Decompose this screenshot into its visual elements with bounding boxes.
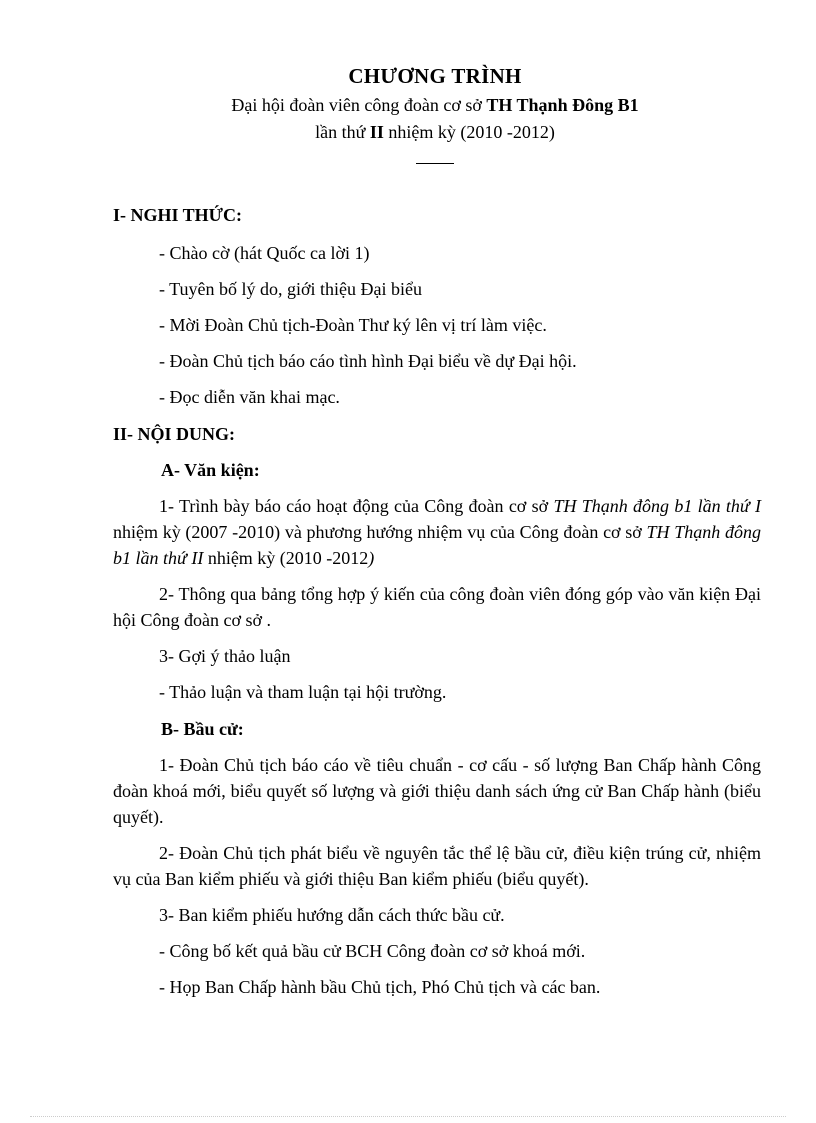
paragraph-ballot: 3- Ban kiểm phiếu hướng dẫn cách thức bầu cử. bbox=[159, 905, 505, 925]
list-item: - Đọc diễn văn khai mạc. bbox=[159, 387, 340, 407]
term-years: nhiệm kỳ (2010 -2012) bbox=[383, 122, 555, 142]
italic-text: TH Thạnh đông b1 lần thứ I bbox=[553, 496, 761, 516]
subsection-heading-documents: A- Văn kiện: bbox=[161, 460, 260, 480]
subtitle-text: Đại hội đoàn viên công đoàn cơ sở bbox=[231, 95, 487, 115]
paragraph-discussion: 3- Gợi ý thảo luận bbox=[159, 646, 291, 666]
list-item: - Mời Đoàn Chủ tịch-Đoàn Thư ký lên vị trí làm việc. bbox=[159, 315, 547, 335]
term-prefix: lần thứ bbox=[315, 122, 370, 142]
paragraph-text: nhiệm kỳ (2010 -2012 bbox=[203, 548, 369, 568]
document-term bbox=[0, 122, 816, 143]
document-subtitle bbox=[0, 95, 816, 116]
italic-text: TH Thạnh đông b1 lần thứ II bbox=[113, 522, 761, 568]
list-item: - Thảo luận và tham luận tại hội trường. bbox=[159, 682, 447, 702]
paragraph-text: 1- Trình bày báo cáo hoạt động của Công đoàn cơ sở bbox=[159, 496, 554, 516]
section-heading-protocol: I- NGHI THỨC: bbox=[113, 205, 243, 225]
italic-text: ) bbox=[368, 548, 375, 568]
paragraph-text: nhiệm kỳ (2007 -2010) và phương hướng nhiệm vụ của Công đoàn cơ sở bbox=[113, 522, 647, 542]
subsection-heading-election: B- Bầu cử: bbox=[161, 719, 244, 739]
list-item: - Công bố kết quả bầu cử BCH Công đoàn cơ sở khoá mới. bbox=[159, 941, 586, 961]
paragraph-rules: 2- Đoàn Chủ tịch phát biểu về nguyên tắc thể lệ bầu cử, điều kiện trúng cử, nhiệm vụ của Ban kiểm phiếu và giới thiệu Ban kiểm phiếu (biểu quyết). bbox=[113, 843, 761, 889]
paragraph-approval: 2- Thông qua bảng tổng hợp ý kiến của công đoàn viên đóng góp vào văn kiện Đại hội Công đoàn cơ sở . bbox=[113, 584, 761, 630]
school-name: TH Thạnh Đông B1 bbox=[486, 95, 639, 115]
document-title: CHƯƠNG TRÌNH bbox=[348, 64, 522, 88]
paragraph-report bbox=[113, 493, 761, 571]
document-body bbox=[113, 202, 761, 1000]
list-item: - Chào cờ (hát Quốc ca lời 1) bbox=[159, 243, 370, 263]
list-item: - Tuyên bố lý do, giới thiệu Đại biểu bbox=[159, 279, 423, 299]
paragraph-standards: 1- Đoàn Chủ tịch báo cáo về tiêu chuẩn - cơ cấu - số lượng Ban Chấp hành Công đoàn khoá mới, biểu quyết số lượng và giới thiệu danh sách ứng cử Ban Chấp hành (biểu quyết). bbox=[113, 755, 761, 827]
title-divider bbox=[416, 163, 454, 164]
list-item: - Đoàn Chủ tịch báo cáo tình hình Đại biểu về dự Đại hội. bbox=[159, 351, 577, 371]
list-item: - Họp Ban Chấp hành bầu Chủ tịch, Phó Chủ tịch và các ban. bbox=[159, 977, 601, 997]
page-bottom-divider bbox=[30, 1116, 786, 1117]
term-number: II bbox=[369, 122, 384, 142]
section-heading-content: II- NỘI DUNG: bbox=[113, 424, 236, 444]
